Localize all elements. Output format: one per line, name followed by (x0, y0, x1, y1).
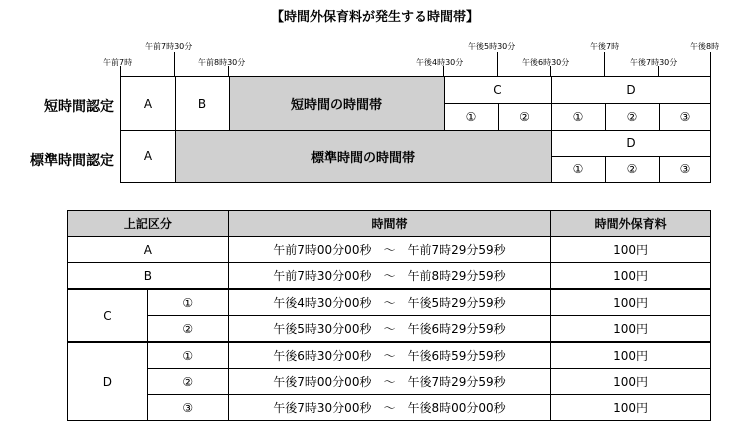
tilde: ～ (383, 375, 396, 389)
grid-line (605, 103, 606, 130)
range-start: 午前7時30分00秒 (273, 269, 372, 283)
page-title: 【時間外保育料が発生する時間帯】 (270, 10, 479, 25)
standard-d3-cell: ③ (679, 162, 691, 176)
table-header-row (68, 211, 711, 237)
row-subcategory: ② (147, 316, 228, 343)
short-d3-cell: ③ (679, 109, 691, 124)
tick-0700 (120, 66, 121, 76)
header-fee: 時間外保育料 (551, 211, 711, 237)
row-time-range (228, 342, 551, 369)
label-1900: 午後7時 (590, 42, 620, 51)
tick-0830 (228, 66, 229, 76)
tilde: ～ (383, 269, 396, 283)
range-end: 午後5時29分59秒 (407, 296, 506, 310)
short-a-cell: A (143, 96, 153, 111)
standard-d2-cell: ② (626, 162, 638, 176)
label-1930: 午後7時30分 (630, 58, 678, 67)
tilde: ～ (383, 243, 396, 257)
short-b-cell: B (197, 96, 207, 111)
range-end: 午前8時29分59秒 (407, 269, 506, 283)
tick-1730 (497, 52, 498, 76)
table-row (68, 395, 711, 421)
range-start: 午後6時30分00秒 (273, 349, 372, 363)
grid-line (175, 77, 176, 182)
range-start: 午後5時30分00秒 (273, 322, 372, 336)
timeline-chart (120, 76, 711, 183)
label-1730: 午後5時30分 (468, 42, 516, 51)
tilde: ～ (383, 401, 396, 415)
short-c-cell: C (493, 83, 502, 97)
tick-0730 (174, 52, 175, 76)
short-d2-cell: ② (626, 109, 638, 124)
header-category: 上記区分 (68, 211, 229, 237)
grid-line (229, 77, 230, 130)
row-time-range (228, 316, 551, 343)
label-1830: 午後6時30分 (522, 58, 570, 67)
table-row (68, 342, 711, 369)
standard-a-cell: A (143, 149, 153, 163)
range-start: 午前7時00分00秒 (273, 243, 372, 257)
range-end: 午後6時29分59秒 (407, 322, 506, 336)
fee-table (67, 210, 711, 421)
grid-line (659, 103, 660, 130)
row-category: D (68, 342, 148, 421)
row-subcategory: ① (147, 289, 228, 316)
short-c2-cell: ② (519, 109, 530, 124)
standard-band-cell: 標準時間の時間帯 (175, 130, 551, 182)
tick-1900 (604, 52, 605, 76)
grid-line (551, 77, 552, 182)
tilde: ～ (383, 322, 396, 336)
standard-d1-cell: ① (572, 162, 584, 176)
row-time-range (228, 289, 551, 316)
range-start: 午後4時30分00秒 (273, 296, 372, 310)
row-fee: 100円 (551, 289, 711, 316)
range-start: 午後7時30分00秒 (273, 401, 372, 415)
row-divider (121, 130, 710, 131)
label-1630: 午後4時30分 (416, 58, 464, 67)
range-end: 午前7時29分59秒 (407, 243, 506, 257)
range-end: 午後7時29分59秒 (407, 375, 506, 389)
row-fee: 100円 (551, 395, 711, 421)
table-row (68, 316, 711, 343)
range-start: 午後7時00分00秒 (273, 375, 372, 389)
row-fee: 100円 (551, 316, 711, 343)
row-time-range (228, 237, 551, 263)
table-row (68, 263, 711, 290)
row-time-range (228, 263, 551, 290)
row-subcategory: ① (147, 342, 228, 369)
row-subcategory: ② (147, 369, 228, 395)
row-category: A (68, 237, 229, 263)
row-time-range (228, 369, 551, 395)
row-fee: 100円 (551, 237, 711, 263)
tilde: ～ (383, 296, 396, 310)
row-time-range (228, 395, 551, 421)
label-2000: 午後8時 (690, 42, 720, 51)
row-fee: 100円 (551, 369, 711, 395)
standard-row-label: 標準時間認定 (30, 153, 114, 169)
table-row (68, 369, 711, 395)
tick-1930 (658, 66, 659, 76)
short-band-cell: 短時間の時間帯 (229, 77, 444, 130)
short-c1-cell: ① (465, 109, 477, 124)
grid-line (605, 156, 606, 182)
tick-1630 (443, 66, 444, 76)
row-fee: 100円 (551, 342, 711, 369)
short-row-label: 短時間認定 (44, 99, 114, 115)
range-end: 午後6時59分59秒 (407, 349, 506, 363)
label-0830: 午前8時30分 (198, 58, 246, 67)
row-category: C (68, 289, 148, 342)
range-end: 午後8時00分00秒 (407, 401, 506, 415)
tick-2000 (710, 52, 711, 76)
table-row (68, 237, 711, 263)
grid-line (498, 103, 499, 130)
row-subcategory: ③ (147, 395, 228, 421)
tick-1830 (550, 66, 551, 76)
tilde: ～ (383, 349, 396, 363)
grid-line (551, 156, 710, 157)
grid-line (444, 103, 710, 104)
label-0730: 午前7時30分 (145, 42, 193, 51)
header-time-band: 時間帯 (228, 211, 551, 237)
standard-d-cell: D (626, 136, 636, 150)
row-fee: 100円 (551, 263, 711, 290)
table-row (68, 289, 711, 316)
short-d-cell: D (626, 83, 636, 97)
grid-line (659, 156, 660, 182)
short-d1-cell: ① (572, 109, 584, 124)
row-category: B (68, 263, 229, 290)
label-0700: 午前7時 (103, 58, 133, 67)
